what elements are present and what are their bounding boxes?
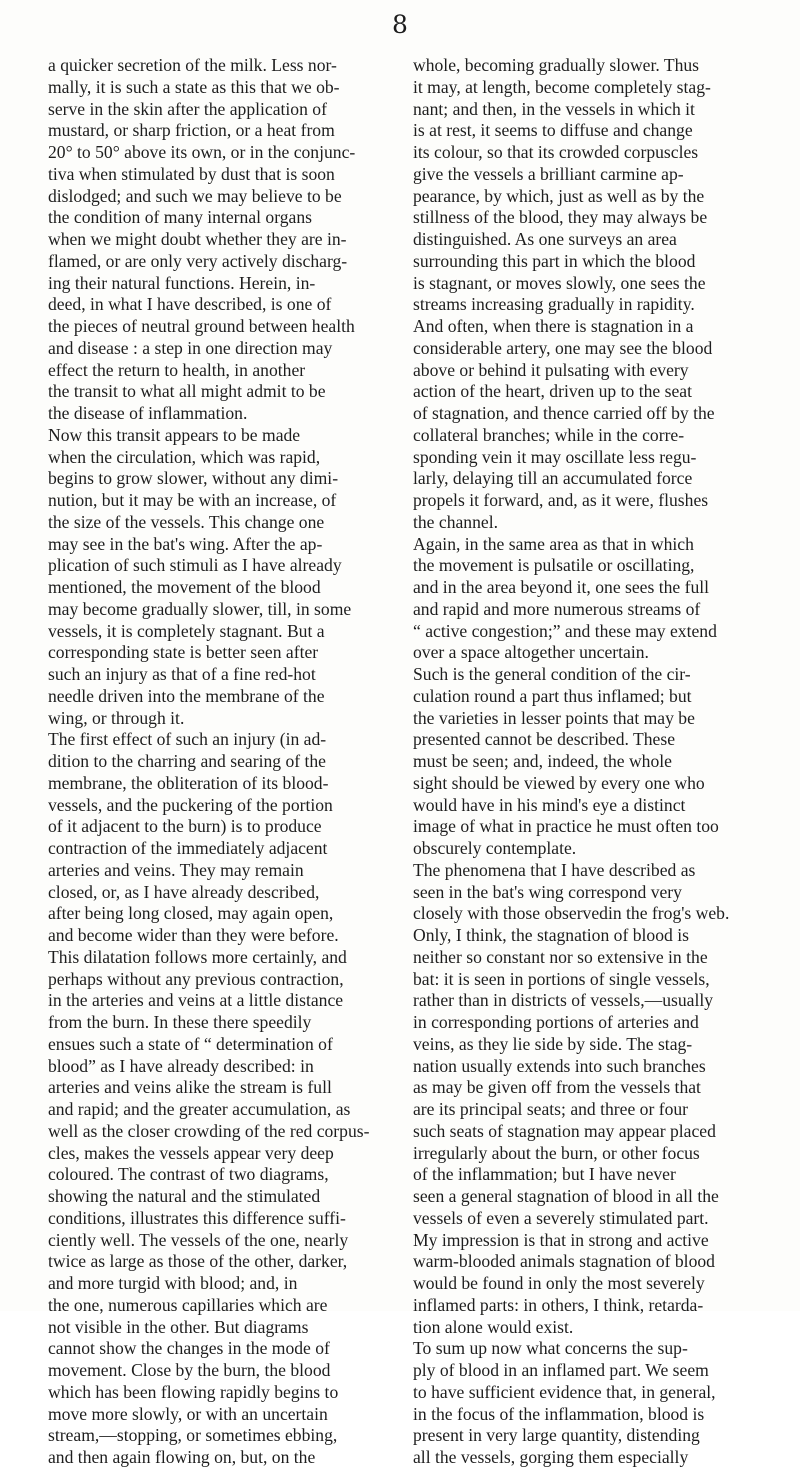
- text-line: stillness of the blood, they may always be: [413, 207, 708, 228]
- text-line: such seats of stagnation may appear placed: [413, 1120, 716, 1141]
- text-line: of stagnation, and thence carried off by the: [413, 403, 715, 423]
- text-line: surrounding this part in which the blood: [413, 250, 696, 271]
- text-line: The phenomena that I have described as: [413, 859, 696, 880]
- text-line: sight should be viewed by every one who: [413, 772, 705, 793]
- text-line: nation usually extends into such branches: [413, 1055, 706, 1076]
- text-line: deed, in what I have described, is one of: [48, 294, 332, 315]
- text-line: twice as large as those of the other, darker,: [48, 1251, 348, 1272]
- text-line: Now this transit appears to be made: [48, 424, 301, 445]
- text-line: distinguished. As one surveys an area: [413, 229, 677, 249]
- text-line: ciently well. The vessels of the one, nearly: [48, 1229, 349, 1250]
- text-line: plication of such stimuli as I have already: [48, 555, 342, 576]
- text-line: warm-blooded animals stagnation of blood: [413, 1251, 715, 1272]
- text-line: must be seen; and, indeed, the whole: [413, 751, 672, 771]
- left-text-column: [48, 55, 394, 1469]
- text-line: of the inflammation; but I have never: [413, 1164, 676, 1185]
- text-line: needle driven into the membrane of the: [48, 685, 325, 706]
- text-line: culation round a part thus inflamed; but: [413, 685, 692, 706]
- text-line: its colour, so that its crowded corpuscles: [413, 142, 699, 162]
- text-line: nution, but it may be with an increase, of: [48, 490, 337, 510]
- text-line: the condition of many internal organs: [48, 207, 313, 228]
- text-line: of it adjacent to the burn) is to produce: [48, 816, 322, 837]
- text-line: vessels, it is completely stagnant. But a: [48, 620, 325, 641]
- text-line: Again, in the same area as that in which: [413, 533, 694, 554]
- text-line: would have in his mind's eye a distinct: [413, 794, 686, 815]
- text-line: 20° to 50° above its own, or in the conjunc-: [48, 142, 356, 162]
- text-line: when we might doubt whether they are in-: [48, 229, 347, 249]
- text-line: dislodged; and such we may believe to be: [48, 185, 342, 206]
- text-line: veins, as they lie side by side. The stag-: [413, 1033, 693, 1054]
- text-line: pearance, by which, just as well as by the: [413, 185, 705, 206]
- text-line: closed, or, as I have already described,: [48, 881, 320, 902]
- text-line: are its principal seats; and three or four: [413, 1099, 689, 1119]
- text-line: coloured. The contrast of two diagrams,: [48, 1164, 329, 1185]
- text-line: arteries and veins. They may remain: [48, 859, 304, 880]
- text-line: propels it forward, and, as it were, flushes: [413, 490, 709, 510]
- text-line: in the arteries and veins at a little distance: [48, 990, 344, 1011]
- text-line: tion alone would exist.: [413, 1316, 574, 1337]
- text-line: flamed, or are only very actively discharg-: [48, 250, 348, 271]
- text-line: and rapid and more numerous streams of: [413, 598, 701, 619]
- text-line: and in the area beyond it, one sees the full: [413, 577, 710, 597]
- text-line: larly, delaying till an accumulated force: [413, 468, 693, 489]
- text-line: when the circulation, which was rapid,: [48, 446, 321, 467]
- text-line: cles, makes the vessels appear very deep: [48, 1142, 334, 1163]
- text-line: irregularly about the burn, or other focus: [413, 1142, 700, 1163]
- text-line: may become gradually slower, till, in some: [48, 598, 352, 619]
- text-line: and rapid; and the greater accumulation, as: [48, 1099, 351, 1119]
- text-line: well as the closer crowding of the red corpus-: [48, 1120, 370, 1141]
- text-line: mustard, or sharp friction, or a heat from: [48, 120, 335, 141]
- text-line: over a space altogether uncertain.: [413, 642, 649, 663]
- text-line: is at rest, it seems to diffuse and change: [413, 120, 693, 141]
- text-line: image of what in practice he must often too: [413, 816, 719, 837]
- text-line: move more slowly, or with an uncertain: [48, 1403, 328, 1424]
- text-line: to have sufficient evidence that, in general,: [413, 1381, 716, 1402]
- text-line: This dilatation follows more certainly, and: [48, 946, 347, 967]
- text-line: a quicker secretion of the milk. Less nor-: [48, 55, 337, 75]
- text-line: effect the return to health, in another: [48, 359, 306, 380]
- text-line: in corresponding portions of arteries and: [413, 1012, 699, 1032]
- text-line: the transit to what all might admit to be: [48, 381, 326, 402]
- text-line: And often, when there is stagnation in a: [413, 316, 694, 336]
- text-line: it may, at length, become completely stag-: [413, 76, 711, 97]
- text-line: Such is the general condition of the cir-: [413, 664, 691, 684]
- text-line: begins to grow slower, without any dimi-: [48, 468, 339, 489]
- text-line: and more turgid with blood; and, in: [48, 1273, 298, 1293]
- text-line: showing the natural and the stimulated: [48, 1186, 321, 1206]
- text-line: membrane, the obliteration of its blood-: [48, 772, 329, 793]
- page-number: 8: [392, 10, 408, 39]
- text-line: after being long closed, may again open,: [48, 903, 334, 924]
- text-line: blood” as I have already described: in: [48, 1055, 314, 1076]
- text-line: sponding vein it may oscillate less regu-: [413, 446, 697, 467]
- text-line: the movement is pulsatile or oscillating,: [413, 555, 695, 576]
- text-line: as may be given off from the vessels that: [413, 1077, 701, 1098]
- text-line: serve in the skin after the application of: [48, 98, 327, 119]
- text-line: ing their natural functions. Herein, in-: [48, 272, 316, 293]
- text-line: ply of blood in an inflamed part. We seem: [413, 1360, 709, 1380]
- text-line: mentioned, the movement of the blood: [48, 577, 321, 597]
- text-line: the pieces of neutral ground between health: [48, 316, 355, 336]
- text-line: in the focus of the inflammation, blood is: [413, 1403, 705, 1424]
- text-line: the size of the vessels. This change one: [48, 511, 325, 532]
- right-text-column: [413, 55, 758, 1469]
- text-line: seen a general stagnation of blood in all the: [413, 1186, 719, 1206]
- text-line: whole, becoming gradually slower. Thus: [413, 55, 700, 75]
- text-line: neither so constant nor so extensive in the: [413, 946, 708, 967]
- text-line: seen in the bat's wing correspond very: [413, 881, 682, 902]
- text-line: closely with those observedin the frog's web.: [413, 903, 730, 924]
- text-line: conditions, illustrates this difference suffi-: [48, 1207, 346, 1228]
- text-line: present in very large quantity, distending: [413, 1425, 700, 1446]
- text-line: above or behind it pulsating with every: [413, 359, 689, 380]
- text-line: considerable artery, one may see the blood: [413, 337, 713, 358]
- text-line: cannot show the changes in the mode of: [48, 1338, 330, 1359]
- text-line: action of the heart, driven up to the seat: [413, 381, 692, 402]
- text-line: perhaps without any previous contraction,: [48, 968, 344, 989]
- text-line: The first effect of such an injury (in ad-: [48, 729, 327, 750]
- text-line: the disease of inflammation.: [48, 403, 248, 423]
- text-line: “ active congestion;” and these may extend: [413, 620, 717, 641]
- text-line: movement. Close by the burn, the blood: [48, 1360, 331, 1380]
- text-line: would be found in only the most severely: [413, 1273, 705, 1293]
- text-line: the one, numerous capillaries which are: [48, 1294, 328, 1315]
- text-line: obscurely contemplate.: [413, 838, 577, 858]
- text-line: inflamed parts: in others, I think, retarda-: [413, 1294, 704, 1315]
- text-line: tiva when stimulated by dust that is soon: [48, 163, 335, 184]
- text-line: and disease : a step in one direction may: [48, 337, 333, 358]
- text-line: To sum up now what concerns the sup-: [413, 1338, 688, 1359]
- text-line: vessels of even a severely stimulated part.: [413, 1207, 709, 1228]
- text-line: streams increasing gradually in rapidity.: [413, 294, 695, 315]
- text-line: the channel.: [413, 511, 498, 532]
- text-line: vessels, and the puckering of the portion: [48, 794, 333, 815]
- text-line: collateral branches; while in the corre-: [413, 424, 685, 445]
- text-line: give the vessels a brilliant carmine ap-: [413, 163, 684, 184]
- text-line: may see in the bat's wing. After the ap-: [48, 533, 323, 554]
- text-line: which has been flowing rapidly begins to: [48, 1381, 339, 1402]
- text-line: mally, it is such a state as this that we ob-: [48, 76, 340, 97]
- text-line: presented cannot be described. These: [413, 729, 676, 750]
- text-line: all the vessels, gorging them especially: [413, 1447, 689, 1467]
- text-line: My impression is that in strong and active: [413, 1229, 709, 1250]
- text-line: not visible in the other. But diagrams: [48, 1316, 309, 1337]
- text-line: from the burn. In these there speedily: [48, 1012, 312, 1032]
- text-line: dition to the charring and searing of the: [48, 751, 326, 771]
- text-line: ensues such a state of “ determination of: [48, 1033, 333, 1054]
- text-line: wing, or through it.: [48, 707, 185, 728]
- text-line: the varieties in lesser points that may be: [413, 707, 695, 728]
- text-line: rather than in districts of vessels,—usually: [413, 990, 714, 1011]
- text-line: is stagnant, or moves slowly, one sees the: [413, 272, 706, 293]
- text-line: corresponding state is better seen after: [48, 642, 319, 663]
- text-line: stream,—stopping, or sometimes ebbing,: [48, 1425, 338, 1446]
- text-line: Only, I think, the stagnation of blood is: [413, 925, 689, 945]
- text-line: and become wider than they were before.: [48, 925, 339, 945]
- text-line: nant; and then, in the vessels in which it: [413, 98, 695, 119]
- text-line: and then again flowing on, but, on the: [48, 1447, 316, 1467]
- text-line: arteries and veins alike the stream is full: [48, 1077, 332, 1098]
- text-line: such an injury as that of a fine red-hot: [48, 664, 316, 684]
- text-line: bat: it is seen in portions of single vessels,: [413, 968, 710, 989]
- text-line: contraction of the immediately adjacent: [48, 838, 328, 858]
